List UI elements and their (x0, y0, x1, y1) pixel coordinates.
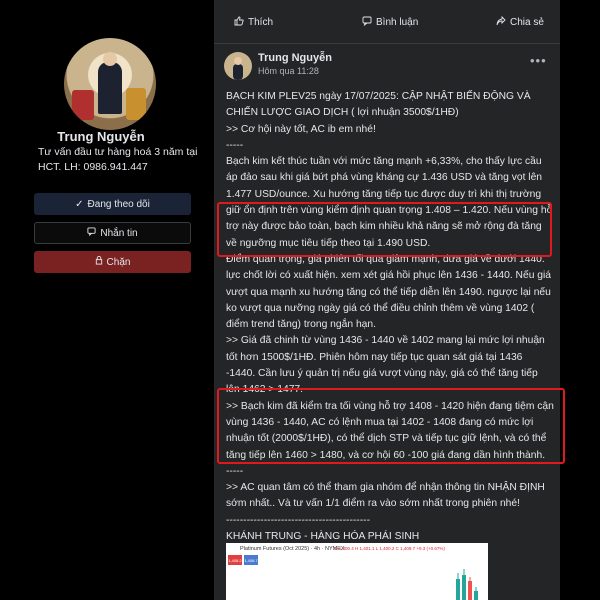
more-options-icon[interactable]: ••• (530, 53, 547, 68)
like-label: Thích (248, 17, 274, 28)
post-timestamp[interactable]: Hôm qua 11:28 (258, 66, 319, 76)
post-author[interactable]: Trung Nguyễn (258, 52, 332, 64)
profile-description: Tư vấn đầu tư hàng hoá 3 năm tại HCT. LH: 0986.941.447 (38, 146, 198, 173)
share-label: Chia sẻ (510, 17, 544, 28)
profile-name[interactable]: Trung Nguyễn (57, 129, 145, 144)
post-divider: ----- (226, 465, 244, 477)
buy-price-box: 1,408.7 (244, 555, 258, 565)
post-action-bar (214, 0, 560, 44)
highlight-box (217, 202, 552, 257)
profile-avatar[interactable] (64, 38, 156, 130)
author-avatar[interactable] (224, 52, 252, 80)
message-label: Nhắn tin (100, 227, 138, 239)
comment-label: Bình luận (376, 17, 419, 28)
share-icon (496, 16, 506, 29)
share-button[interactable] (496, 16, 544, 29)
post-divider: ----- (226, 139, 244, 151)
message-button[interactable] (34, 222, 191, 244)
block-label: Chặn (106, 256, 131, 268)
comment-icon (362, 16, 372, 29)
post-paragraph: >> Giá đã chinh từ vùng 1436 - 1440 về 1402 mang lại mức lợi nhuận tốt hơn 1500$/1HĐ. Phiên hôm nay tiếp tục quan sát giá tại 1436 -1440. Cần lưu ý quản trị nếu giá vượt vùng này, giá có thể tăng tiếp lên 1462 > 1477. (226, 335, 545, 396)
following-label: Đang theo dõi (87, 198, 150, 210)
candlestick-graphic (226, 543, 488, 600)
sell-price-box: 1,408.2 (228, 555, 242, 565)
post-paragraph: >> Bạch kim đã kiểm tra tối vùng hỗ trợ 1408 - 1420 hiện đang tiệm cận vùng 1436 - 1440, AC có lệnh mua tại 1402 - 1408 đang có mức lợi nhuận tốt (2000$/1HĐ), có thể dịch STP và tiếp tục giữ lệnh, và có thể tăng tiếp lên 1460 > 1480, và cơ hội 60 -100 giá đang dần hình thành. (226, 400, 554, 461)
post-paragraph: Điểm quan trọng, giá phiên tối qua giảm mạnh, đưa giá về dưới 1440. lực chốt lời có xuất hiện. xem xét giá hồi phục lên 1436 - 1440. Nếu giá vượt qua mạnh xu hướng tăng có thể tiếp diễn lên 1490. ngược lại nếu ko vượt qua nưỡng ngày giá có thể điều chỉnh thêm về vùng 1402 ( điểm trend tăng) trong ngắn hạn. (226, 253, 552, 331)
post-paragraph: Bạch kim kết thúc tuần với mức tăng mạnh +6,33%, cho thấy lực cầu áp đảo sau khi giá bứt phá vùng kháng cự 1.436 USD và tăng vọt lên 1.477 USD/ounce. Xu hướng tăng tiếp tục được duy trì khi thị trường giữ ổn định trên vùng kiểm định quan trọng 1.408 – 1.420. Nếu vùng hỗ trợ này được bảo toàn, bạch kim nhiều khả năng sẽ mở rộng đà tăng về ngưỡng mục tiêu tiếp theo tại 1.490 USD. (226, 156, 553, 249)
post-paragraph: >> AC quan tâm có thể tham gia nhóm để nhận thông tin NHẬN ĐỊNH sớm nhất.. Và tư vấn 1/1 điểm ra vào sớm nhất trong phiên nhé! (226, 482, 545, 510)
post-divider: ------------------------------------------ (226, 514, 371, 526)
lock-icon (95, 256, 103, 268)
post-body (226, 89, 554, 545)
post-title: BẠCH KIM PLEV25 ngày 17/07/2025: CẬP NHẬT BIẾN ĐỘNG VÀ CHIẾN LƯỢC GIAO DỊCH ( lợi nhuận 3500$/1HĐ) (226, 91, 531, 119)
profile-panel (0, 0, 202, 600)
post-signature: KHÁNH TRUNG - HÀNG HÓA PHÁI SINH (226, 531, 420, 543)
highlight-box (217, 388, 565, 464)
chart-image-ohlc: O 1,400.4 H 1,401.1 L 1,400.2 C 1,409.7 +9.3 (+0.67%) (334, 546, 445, 551)
post-line: >> Cơ hội này tốt, AC ib em nhé! (226, 123, 376, 135)
comment-button[interactable] (362, 16, 418, 29)
following-button[interactable] (34, 193, 191, 215)
post-chart-image[interactable] (226, 543, 488, 600)
message-icon (87, 227, 96, 239)
block-button[interactable] (34, 251, 191, 273)
thumbs-up-icon (234, 16, 244, 29)
check-icon: ✓ (75, 198, 84, 210)
like-button[interactable] (234, 16, 273, 29)
chart-image-title: Platinum Futures (Oct 2025) · 4h · NYMEX (240, 546, 345, 552)
candles (456, 569, 478, 600)
post-card (214, 0, 560, 600)
